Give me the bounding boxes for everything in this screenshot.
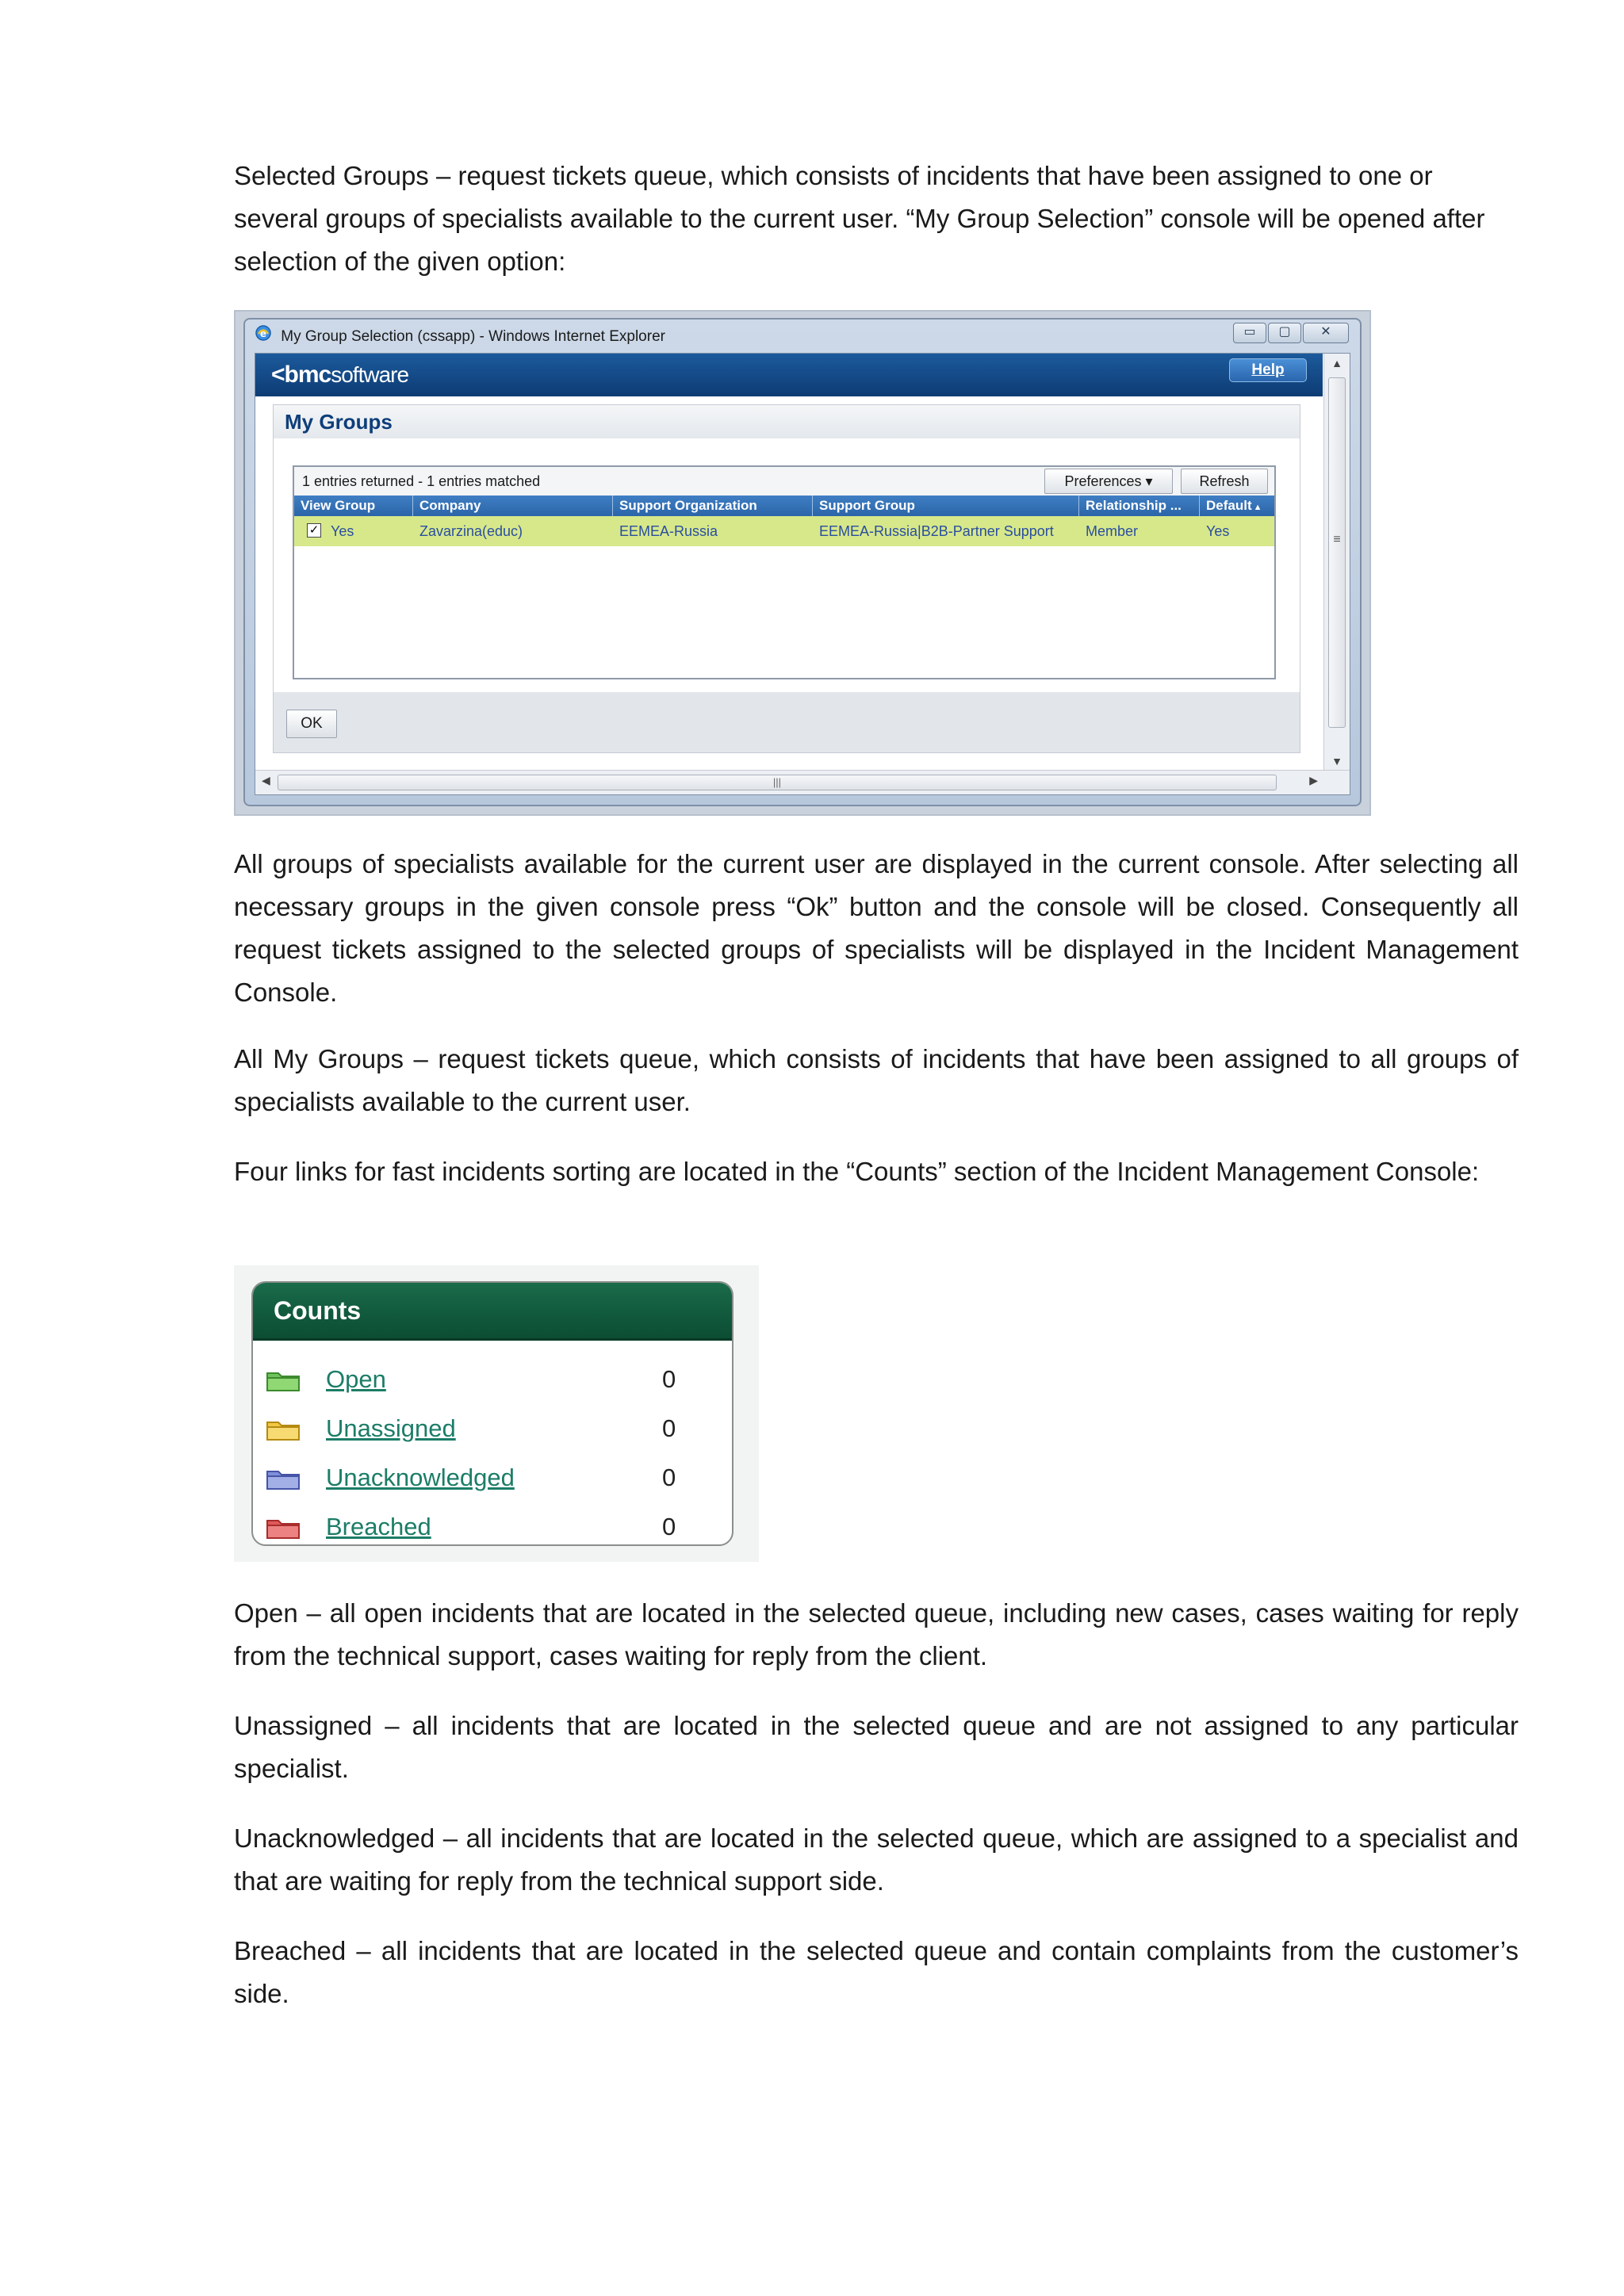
paragraph-all-groups-displayed: All groups of specialists available for the current user are displayed in the current console. After selecting all necessary groups in the given console press “Ok” button and the console will be closed. Consequently all request tickets assigned to the selected groups of specialists will be displayed in the Incident Management Console. — [234, 849, 1519, 1007]
breached-count: 0 — [662, 1513, 676, 1540]
breached-link[interactable]: Breached — [326, 1513, 431, 1540]
unacknowledged-link[interactable]: Unacknowledged — [326, 1464, 515, 1491]
paragraph-open: Open – all open incidents that are located in the selected queue, including new cases, cases waiting for reply from the technical support, cases waiting for reply from the client. — [234, 1598, 1519, 1670]
table-row[interactable] — [294, 516, 1274, 546]
cell-view-group[interactable]: ✓ Yes — [301, 516, 413, 546]
counts-title: Counts — [253, 1283, 732, 1341]
groups-table — [293, 465, 1276, 679]
scroll-up-icon[interactable]: ▲ — [1331, 357, 1342, 369]
close-button[interactable]: ✕ — [1303, 323, 1349, 343]
counts-row-unacknowledged[interactable] — [253, 1454, 732, 1502]
cell-support-organization: EEMEA-Russia — [619, 523, 718, 539]
column-company[interactable]: Company — [413, 496, 613, 516]
folder-red-icon — [266, 1516, 301, 1544]
ok-button[interactable]: OK — [286, 710, 337, 738]
my-groups-title: My Groups — [274, 405, 1300, 438]
ie-icon — [255, 324, 272, 350]
sort-asc-icon: ▲ — [1253, 503, 1262, 512]
cell-default: Yes — [1206, 523, 1230, 539]
counts-row-open[interactable] — [253, 1356, 732, 1403]
folder-yellow-icon — [266, 1418, 301, 1445]
paragraph-four-links: Four links for fast incidents sorting are located in the “Counts” section of the Incident Management Console: — [234, 1157, 1480, 1186]
svg-text:e: e — [259, 328, 267, 339]
window-title: My Group Selection (cssapp) - Windows Internet Explorer — [281, 328, 665, 346]
paragraph-selected-groups: Selected Groups – request tickets queue, which consists of incidents that have been assigned to one or several groups of specialists available to the current user. “My Group Selection” console will be opened after selection of the given option: — [234, 161, 1485, 276]
horizontal-scrollbar[interactable] — [255, 770, 1350, 794]
column-support-group[interactable]: Support Group — [813, 496, 1079, 516]
table-header — [294, 496, 1274, 516]
view-group-checkbox[interactable]: ✓ — [307, 523, 321, 538]
unassigned-count: 0 — [662, 1414, 676, 1442]
scroll-down-icon[interactable]: ▼ — [1331, 755, 1342, 767]
preferences-button[interactable]: Preferences ▾ — [1044, 469, 1173, 494]
table-toolbar — [294, 467, 1274, 496]
my-group-selection-window — [234, 310, 1371, 816]
cell-support-group: EEMEA-Russia|B2B-Partner Support — [819, 523, 1054, 539]
my-groups-body — [274, 438, 1300, 692]
my-groups-panel — [273, 404, 1300, 753]
scroll-right-icon[interactable]: ▶ — [1309, 774, 1318, 786]
cell-relationship: Member — [1086, 523, 1139, 539]
paragraph-unacknowledged: Unacknowledged – all incidents that are located in the selected queue, which are assigned to a specialist and that are waiting for reply from the technical support side. — [234, 1823, 1519, 1896]
column-default[interactable]: Default ▲ — [1206, 498, 1262, 513]
counts-row-breached[interactable] — [253, 1503, 732, 1546]
window-frame — [243, 318, 1362, 806]
vertical-scroll-thumb[interactable] — [1328, 377, 1346, 728]
unacknowledged-count: 0 — [662, 1464, 676, 1491]
folder-blue-icon — [266, 1467, 301, 1494]
minimize-button[interactable]: ▭ — [1233, 323, 1266, 343]
open-count: 0 — [662, 1365, 676, 1393]
my-groups-footer — [274, 692, 1300, 752]
folder-green-icon — [266, 1368, 301, 1396]
vertical-scrollbar[interactable] — [1323, 354, 1350, 771]
paragraph-breached: Breached – all incidents that are located in the selected queue and contain complaints from the customer’s side. — [234, 1936, 1519, 2008]
scroll-grip-icon: ≡ — [1333, 533, 1341, 546]
counts-panel — [251, 1281, 733, 1546]
column-view-group[interactable]: View Group — [294, 496, 413, 516]
column-relationship[interactable]: Relationship ... — [1079, 496, 1200, 516]
help-button[interactable]: Help — [1229, 358, 1307, 382]
window-title-bar — [255, 324, 1350, 348]
entries-info: 1 entries returned - 1 entries matched — [302, 473, 541, 489]
counts-row-unassigned[interactable] — [253, 1405, 732, 1452]
open-link[interactable]: Open — [326, 1365, 386, 1393]
bmc-logo: <bmcsoftware — [271, 362, 409, 388]
scroll-left-icon[interactable]: ◀ — [262, 774, 270, 786]
browser-client-area — [255, 353, 1350, 795]
column-support-organization[interactable]: Support Organization — [613, 496, 813, 516]
window-controls — [1231, 323, 1349, 343]
unassigned-link[interactable]: Unassigned — [326, 1414, 456, 1442]
counts-screenshot — [234, 1265, 759, 1562]
paragraph-all-my-groups: All My Groups – request tickets queue, which consists of incidents that have been assigned to all groups of specialists available to the current user. — [234, 1044, 1519, 1116]
cell-company: Zavarzina(educ) — [419, 523, 523, 539]
maximize-button[interactable]: ▢ — [1268, 323, 1301, 343]
refresh-button[interactable]: Refresh — [1181, 469, 1268, 494]
horizontal-scroll-thumb[interactable]: ||| — [278, 775, 1277, 790]
paragraph-unassigned: Unassigned – all incidents that are located in the selected queue and are not assigned to any particular specialist. — [234, 1711, 1519, 1783]
bmc-header-bar — [255, 354, 1323, 396]
